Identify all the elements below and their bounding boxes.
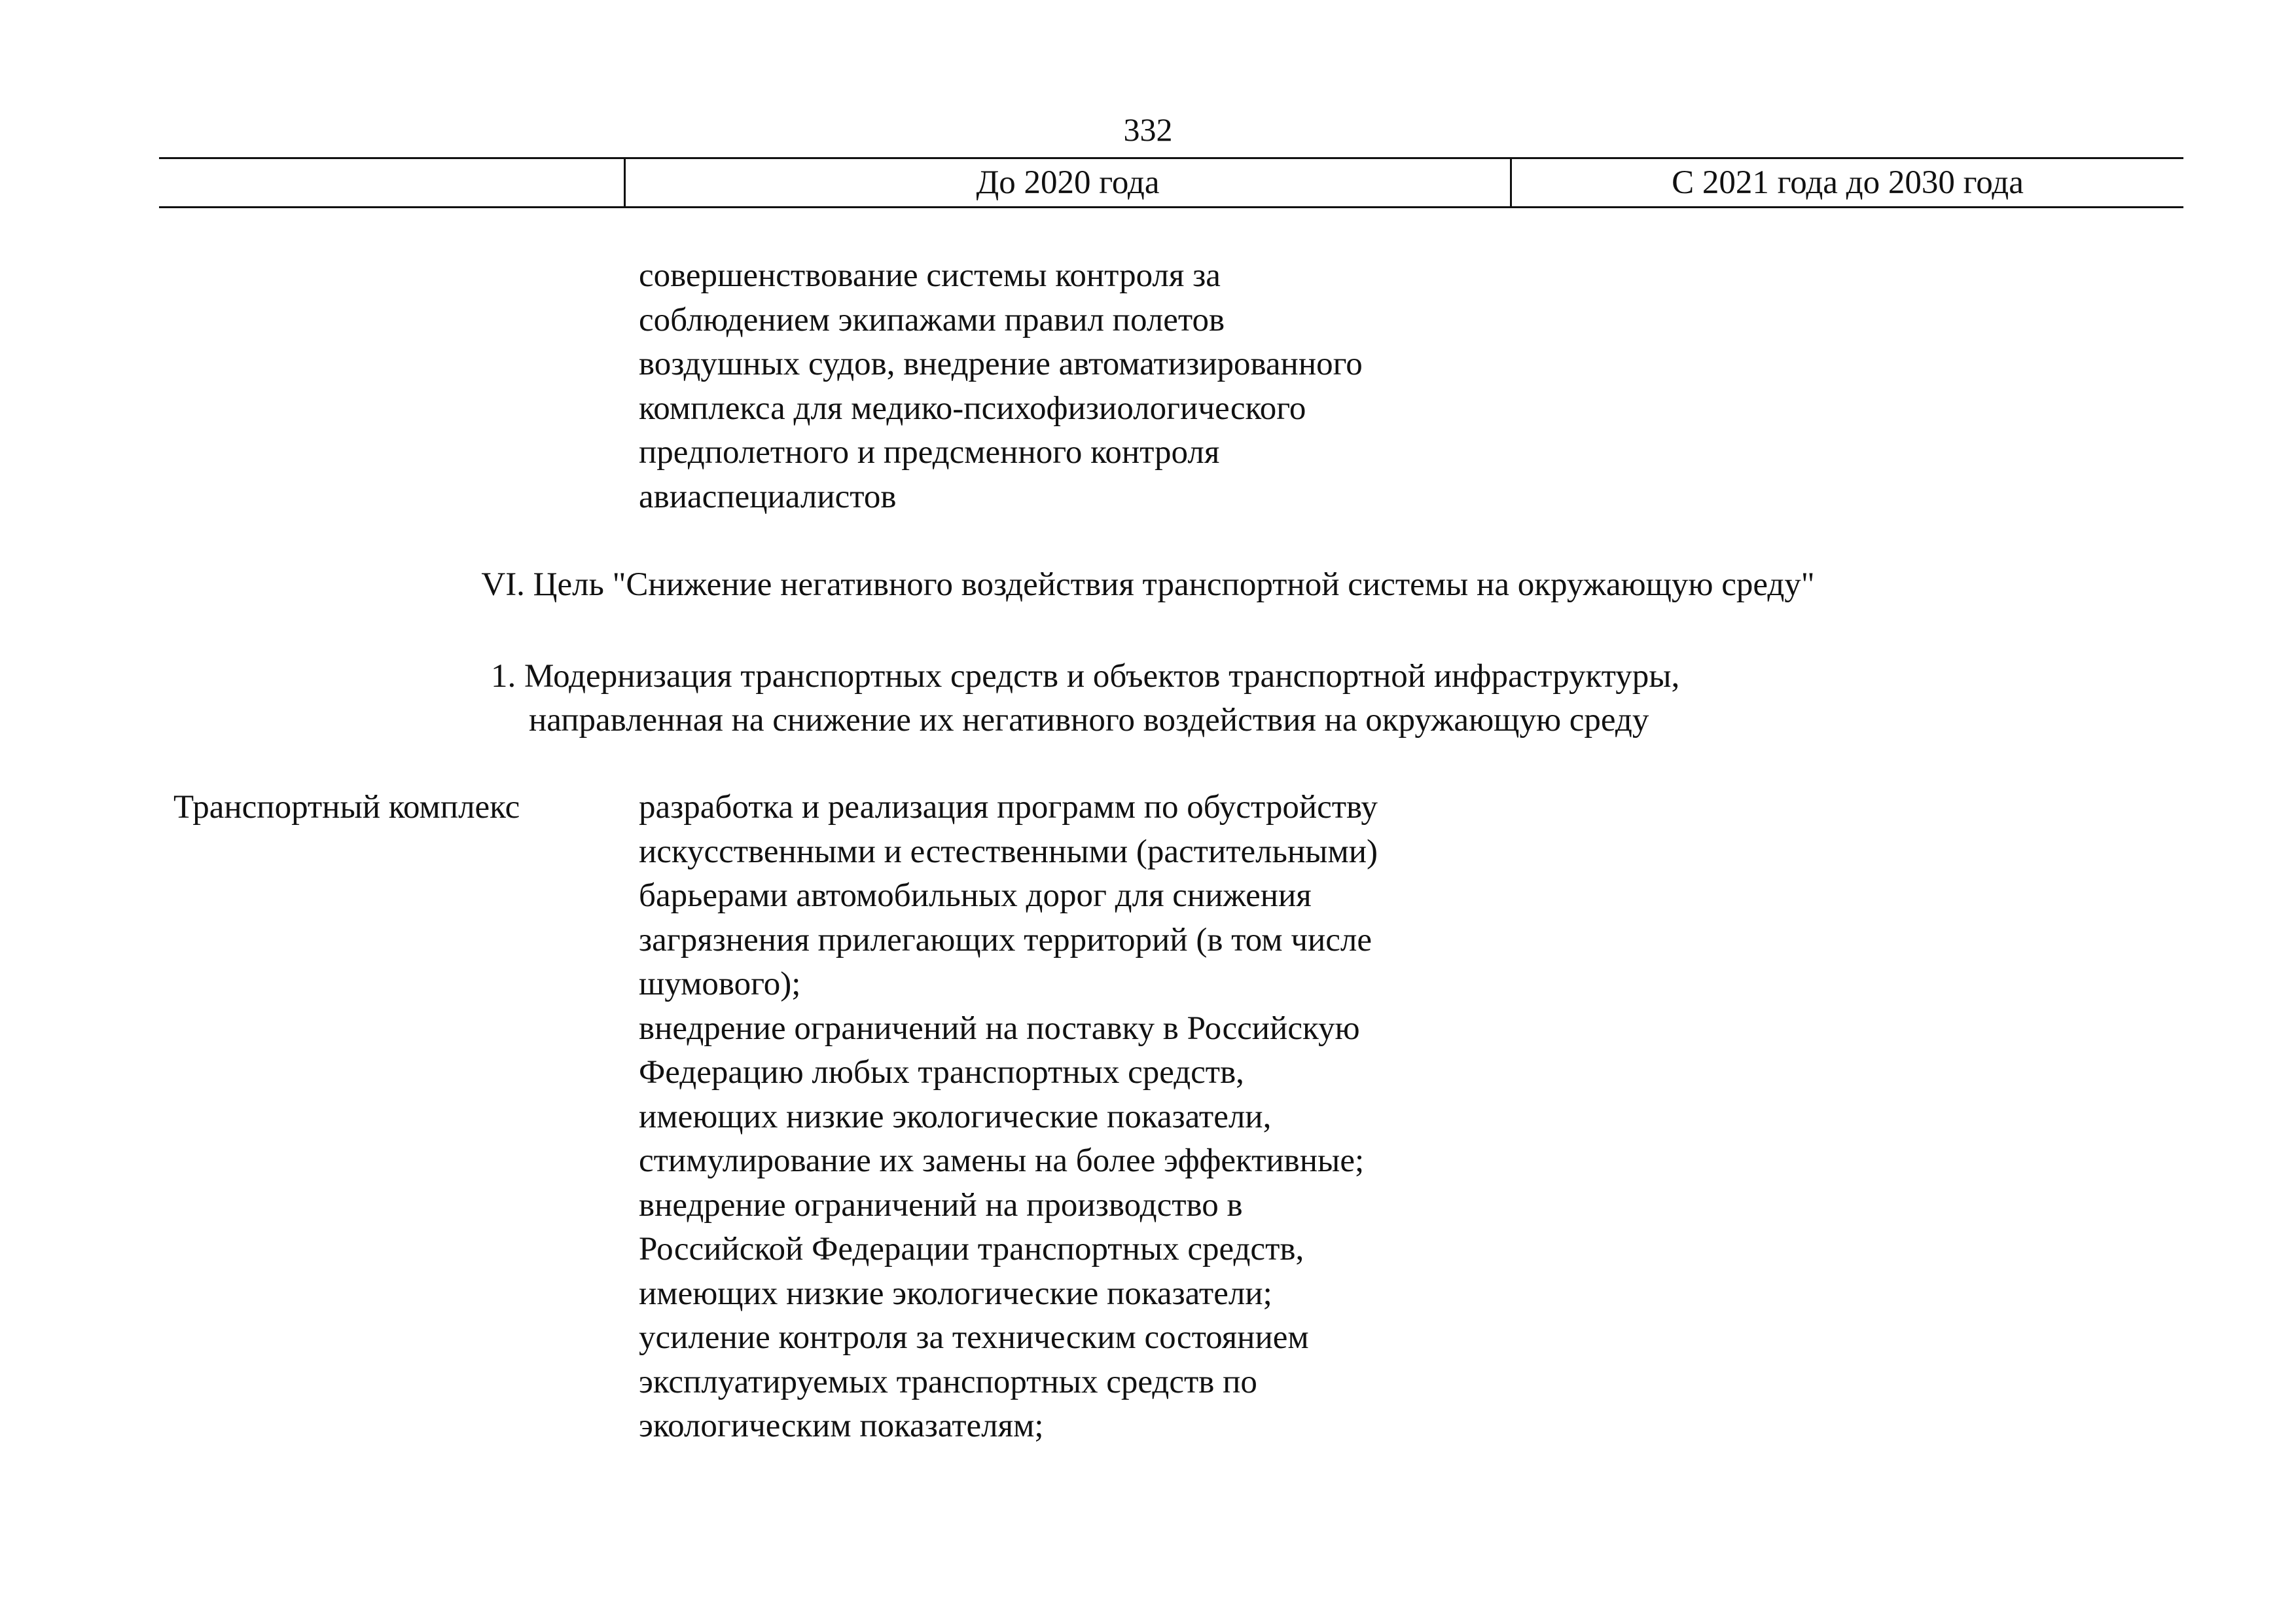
text-line: внедрение ограничений на поставку в Российскую [639, 1010, 1360, 1047]
text-line: внедрение ограничений на производство в [639, 1186, 1243, 1224]
table-header [159, 157, 2183, 208]
section-heading: VI. Цель "Снижение негативного воздействия транспортной системы на окружающую среду" [481, 566, 1815, 603]
text-line: шумового); [639, 966, 801, 1002]
text-line: эксплуатируемых транспортных средств по [639, 1363, 1257, 1400]
text-line: усиление контроля за техническим состоянием [639, 1319, 1309, 1356]
text-line: воздушных судов, внедрение автоматизированного [639, 346, 1363, 382]
text-line: авиаспециалистов [639, 478, 897, 515]
text-line: экологическим показателям; [639, 1408, 1044, 1444]
text-line: Российской Федерации транспортных средств, [639, 1231, 1304, 1267]
subsection-heading-line: 1. Модернизация транспортных средств и объектов транспортной инфраструктуры, [491, 658, 1680, 695]
text-line: комплекса для медико-психофизиологического [639, 390, 1306, 427]
text-line: загрязнения прилегающих территорий (в том числе [639, 921, 1372, 958]
text-line: соблюдением экипажами правил полетов [639, 301, 1225, 338]
text-line: имеющих низкие экологические показатели, [639, 1098, 1272, 1135]
text-line: разработка и реализация программ по обустройству [639, 789, 1378, 826]
text-line: предполетного и предсменного контроля [639, 434, 1220, 471]
page-number: 332 [1123, 111, 1173, 148]
header-cell-until-2020: До 2020 года [976, 164, 1160, 201]
text-line: стимулирование их замены на более эффективные; [639, 1142, 1365, 1179]
text-line: совершенствование системы контроля за [639, 257, 1221, 294]
text-line: искусственными и естественными (растительными) [639, 833, 1378, 870]
text-line: барьерами автомобильных дорог для снижения [639, 877, 1312, 914]
text-line: Федерацию любых транспортных средств, [639, 1054, 1244, 1091]
row-label: Транспортный комплекс [173, 789, 520, 826]
header-cell-2021-2030: С 2021 года до 2030 года [1672, 164, 2024, 201]
text-line: имеющих низкие экологические показатели; [639, 1275, 1272, 1312]
continued-measure-text [639, 254, 1363, 519]
subsection-heading-line: направленная на снижение их негативного воздействия на окружающую среду [529, 702, 1649, 739]
measures-text [639, 786, 1378, 1449]
